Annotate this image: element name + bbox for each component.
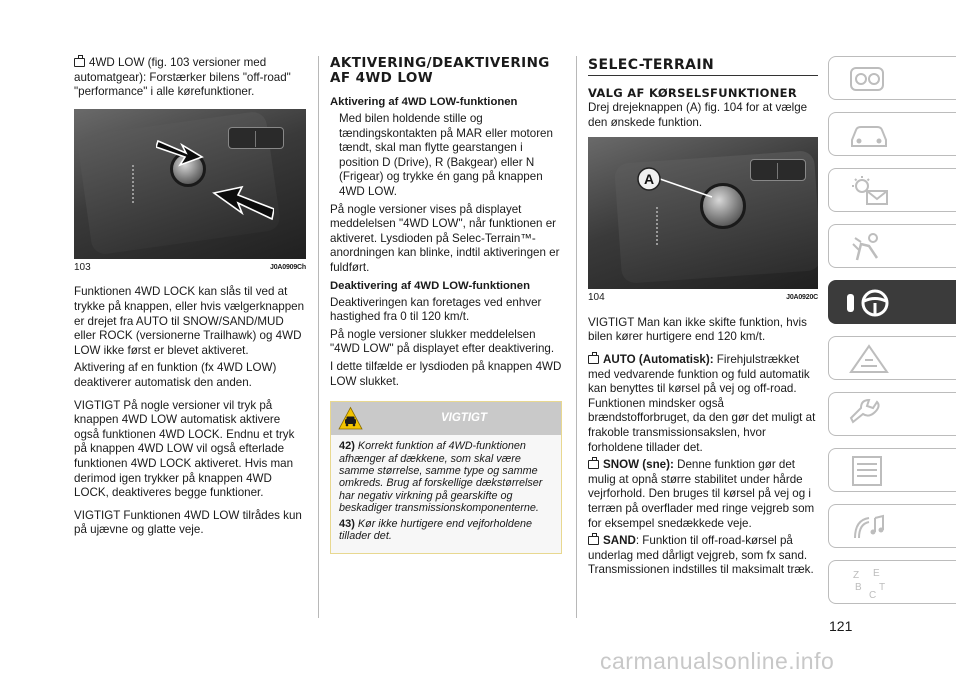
svg-text:T: T xyxy=(879,582,886,593)
figure-104-caption xyxy=(588,291,818,306)
intro-paragraph: 4WD LOW (fig. 103 versioner med automatgear): Forstærker bilens "off-road" "performance" i alle kørefunktioner. xyxy=(74,56,291,99)
arrow-icon xyxy=(204,181,274,225)
tab-dashboard[interactable] xyxy=(828,56,956,100)
key-steering-icon xyxy=(847,286,891,320)
figure-number: 104 xyxy=(588,292,605,304)
svg-text:E: E xyxy=(873,568,880,579)
column-middle xyxy=(330,56,562,554)
index-letters-icon xyxy=(847,566,891,600)
paragraph: VIGTIGT På nogle versioner vil tryk på knappen 4WD LOW automatisk aktivere også funktionen 4WD LOCK. Endnu et tryk på knappen 4WD LOW vil også efterlade funktionen 4WD LOCK aktiveret. Hvis man derimod igen trykker på knappen 4WD LOCK, deaktiveres begge funktioner. xyxy=(74,398,295,500)
column-left xyxy=(74,56,306,541)
car-icon xyxy=(847,118,891,152)
section-title: SELEC-TERRAIN xyxy=(588,57,715,73)
paragraph: På nogle versioner vises på displayet meddelelsen "4WD LOW", når funktionen er aktiveret. Lysdioden på Selec-Terrain™-anordningen kan blinke, indtil aktiveringen er fuldført. xyxy=(330,202,560,274)
console-buttons xyxy=(228,127,284,149)
mode-labels xyxy=(132,165,158,203)
figure-103-caption xyxy=(74,261,306,276)
specs-list-icon xyxy=(847,454,891,488)
tab-multimedia[interactable] xyxy=(828,504,956,548)
svg-text:B: B xyxy=(855,582,862,593)
chapter-tabs xyxy=(828,56,956,616)
dashboard-icon xyxy=(847,62,891,96)
column-divider xyxy=(576,56,577,618)
svg-text:Z: Z xyxy=(853,570,860,581)
seat-airbag-icon xyxy=(847,230,891,264)
tab-starting-driving[interactable] xyxy=(828,280,956,324)
bullet-icon xyxy=(74,58,85,67)
svg-text:C: C xyxy=(869,590,877,600)
paragraph: I dette tilfælde er lysdioden på knappen 4WD LOW slukket. xyxy=(330,359,562,388)
watermark-footer: carmanualsonline.info xyxy=(600,648,835,674)
paragraph: Med bilen holdende stille og tændingskontakten på MAR eller motoren tændt, skal man flytte gearstangen i position D (Drive), R (Bakgear) eller N (Frigear) og trykke én gang på knappen 4WD LOW. xyxy=(339,112,553,198)
tab-lights[interactable] xyxy=(828,168,956,212)
bullet-icon xyxy=(588,536,599,545)
tab-specifications[interactable] xyxy=(828,448,956,492)
warning-triangle-icon xyxy=(847,342,891,376)
warning-box xyxy=(330,401,562,554)
column-right xyxy=(588,58,818,581)
section-title: AKTIVERING/DEAKTIVERING AF 4WD LOW xyxy=(330,55,550,86)
mode-labels xyxy=(656,207,682,245)
warning-title: VIGTIGT xyxy=(441,412,487,425)
figure-code: J0A0920C xyxy=(786,294,818,302)
figure-number: 103 xyxy=(74,261,91,273)
tab-index[interactable] xyxy=(828,560,956,604)
figure-code: J0A0909Ch xyxy=(270,263,306,271)
subheading: Deaktivering af 4WD LOW-funktionen xyxy=(330,279,530,292)
service-wrench-icon xyxy=(847,398,891,432)
callout-a xyxy=(634,165,724,205)
subsection-title: VALG AF KØRSELSFUNKTIONER xyxy=(588,86,797,100)
console-buttons xyxy=(750,159,806,181)
column-divider xyxy=(318,56,319,618)
figure-104-photo xyxy=(588,137,818,289)
title-rule xyxy=(588,75,818,76)
sand-paragraph: SAND: Funktion til off-road-kørsel på underlag med dårligt vejgreb, som fx sand. Transmissionen indstilles til maksimalt træk. xyxy=(588,534,814,577)
subheading: Aktivering af 4WD LOW-funktionen xyxy=(330,96,518,108)
lights-message-icon xyxy=(847,174,891,208)
paragraph: VIGTIGT Funktionen 4WD LOW tilrådes kun på ujævne og glatte veje. xyxy=(74,508,302,537)
warning-header xyxy=(331,402,561,435)
paragraph: Deaktiveringen kan foretages ved enhver hastighed fra 0 til 120 km/t. xyxy=(330,295,542,324)
tab-service[interactable] xyxy=(828,392,956,436)
paragraph: Funktionen 4WD LOCK kan slås til ved at trykke på knappen, eller hvis vælgerknappen er drejet fra AUTO til SNOW/SAND/MUD eller ROCK (versionerne Trailhawk) og 4WD LOW ikke først er blevet aktiveret. xyxy=(74,285,305,357)
paragraph: VIGTIGT Man kan ikke skifte funktion, hvis bilen kører hurtigere end 120 km/t. xyxy=(588,315,807,344)
paragraph: Drej drejeknappen (A) fig. 104 for at vælge den ønskede funktion. xyxy=(588,101,808,129)
tab-emergency[interactable] xyxy=(828,336,956,380)
arrow-icon xyxy=(156,135,216,175)
paragraph: På nogle versioner slukker meddelelsen "4WD LOW" på displayet efter deaktivering. xyxy=(330,327,555,356)
tab-safety[interactable] xyxy=(828,224,956,268)
snow-paragraph: SNOW (sne): Denne funktion gør det mulig at opnå større stabilitet under hårde vejrforhold. Den bruges til kørsel på vej og i terræn på overflader med ringe vejgreb som for eksempel snedækkede veje. xyxy=(588,458,815,530)
paragraph: Aktivering af en funktion (fx 4WD LOW) deaktiverer automatisk den anden. xyxy=(74,361,277,389)
page-number: 121 xyxy=(829,618,853,634)
auto-paragraph: AUTO (Automatisk): Firehjulstrækket med vedvarende funktion og fuld automatik kan benyttes til kørsel på vej og off-road. Funktionen mindsker også brændstofforbruget, da den gør det muligt at frakoble transmissionsakslen, hvor forholdene tillader det. xyxy=(588,352,816,454)
multimedia-icon xyxy=(847,510,891,544)
warning-body xyxy=(331,435,561,553)
bullet-icon xyxy=(588,460,599,469)
callout-a-label: A xyxy=(643,171,655,188)
warning-note: 42) Korrekt funktion af 4WD-funktionen afhænger af dækkene, som skal være samme størrelse, samme type og samme omkreds. Brug af forskellige dækstørrelser har negativ virkning på gearskifte og beskadiger transmissionskomponenterne. xyxy=(339,440,543,515)
bullet-icon xyxy=(588,355,599,364)
figure-103-photo xyxy=(74,109,306,259)
warning-note: 43) Kør ikke hurtigere end vejforholdene tillader det. xyxy=(339,517,532,542)
tab-car[interactable] xyxy=(828,112,956,156)
